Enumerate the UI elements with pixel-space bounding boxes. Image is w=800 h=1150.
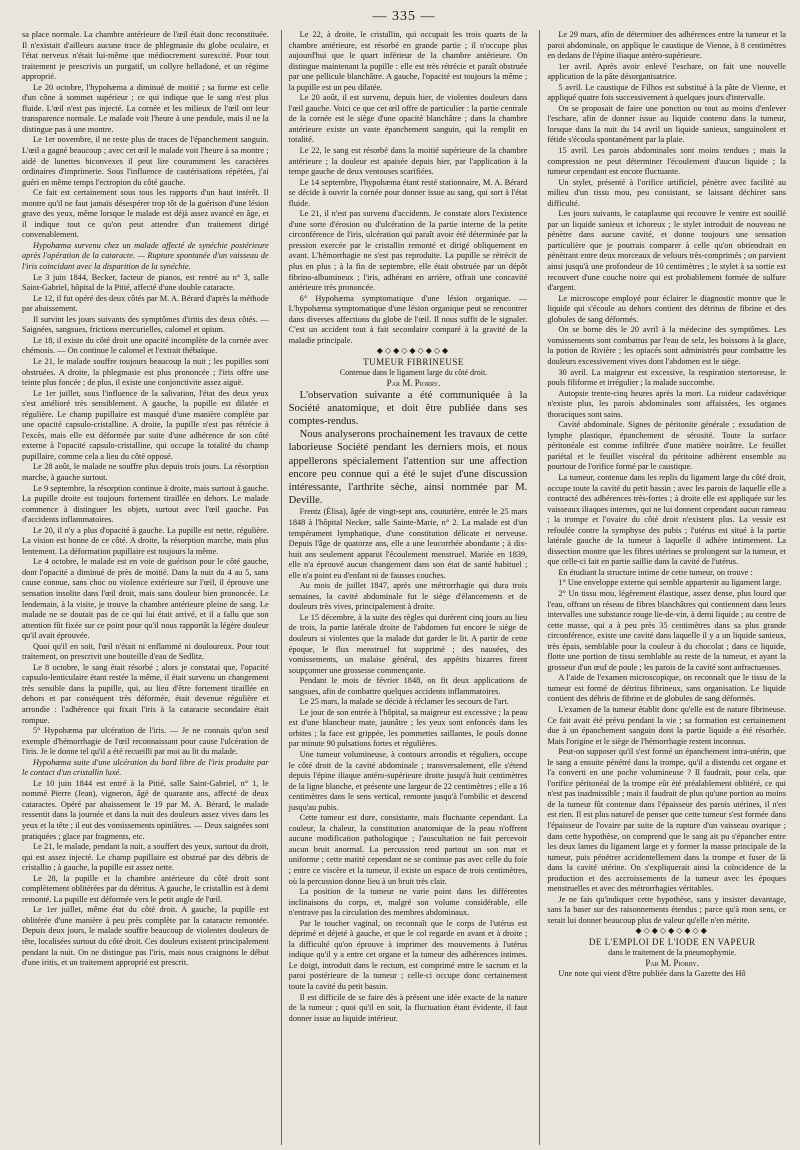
- paragraph: Pendant le mois de février 1848, on fit deux applications de sangsues, afin de combattre quelques accidents inflammatoires.: [288, 676, 528, 696]
- paragraph: Le 21, il n'est pas survenu d'accidents. Je constate alors l'existence d'une sorte d'érosion ou d'ulcération de la partie interne de la petite circonférence de l'iris, ulcération qui paraît avoir été déterminée par la pression exercée par le cristallin remonté et dirigé obliquement en avant. L'hémorrhagie ne s'est pas reproduite. La pupille se rétrécit de plus en plus ; à la fin de septembre, elle était obstruée par un dépôt fibrino-albumineux ; l'iris, adhérant en arrière, offrait une concavité antérieure très prononcée.: [288, 209, 528, 293]
- paragraph: Les jours suivants, le cataplasme qui recouvre le ventre est souillé par un liquide sanieux et ichoreux ; le stylet introduit de nouveau ne pénètre dans aucune cavité, et donne toujours une sensation particulière que je pourrais comparer à celle qu'on obtiendrait en pénétrant entre deux morceaux de velours très-comprimés ; on parvient ainsi jusqu'à une profondeur de 10 centimètres ; le stylet à sa sortie est recouvert d'une couche noire qui est probablement formée de sulfure d'argent.: [547, 209, 786, 293]
- paragraph: Le 25 mars, la malade se décide à réclamer les secours de l'art.: [299, 697, 509, 707]
- paragraph: Ce fait est certainement sous tous les rapports d'un haut intérêt. Il montre qu'il ne faut jamais désespérer trop tôt de la guérison d'une lésion grave des yeux, même lorsque le malade est déjà assez avancé en âge, et il indique tout ce qu'on peut attendre d'un traitement dirigé convenablement.: [22, 188, 269, 240]
- paragraph: Le 21, le malade souffre toujours beaucoup la nuit ; les pupilles sont obstruées. A droite, la phlegmasie est plus prononcée ; l'iris offre une teinte plus foncée ; de plus, il existe une conjonctivite assez aiguë.: [22, 356, 269, 388]
- paragraph: En étudiant la structure intime de cette tumeur, on trouve :: [558, 567, 753, 577]
- paragraph: 30 avril. La maigreur est excessive, la respiration stertoreuse, le pouls filiforme et irrégulier ; la malade succombe.: [547, 367, 786, 388]
- paragraph: La tumeur, contenue dans les replis du ligament large du côté droit, occupe toute la cavité du petit bassin ; avec les parois de laquelle elle a contracté des adhérences très-fortes ; à droite elle est appliquée sur les vaisseaux iliaques internes, qui ne lui donnent cependant aucun rameau ; la trompe et l'ovaire du côté droit n'existent plus. La vessie est refoulée contre la symphyse des pubis ; l'utérus est situé à la partie latérale gauche de la tumeur à laquelle il adhère intimement. La dissection montre que les fibres utérines se prolongent sur la tumeur, et que celle-ci fait en partie saillie dans la cavité de l'utérus.: [547, 472, 786, 567]
- paragraph: Le jour de son entrée à l'hôpital, sa maigreur est excessive ; la peau est d'une blancheur mate, jaunâtre ; les yeux sont enfoncés dans les orbites ; la face est grippée, les pommettes saillantes, le pouls donne par minute 90 pulsations fortes et régulières.: [288, 707, 528, 749]
- section-heading: Hypohæma suite d'une ulcération du bord libre de l'iris produite par le contact d'un cristallin luxé.: [22, 757, 269, 778]
- lead-paragraph: L'observation suivante a été communiquée à la Société anatomique, et doit être publiée dans ses comptes-rendus.: [288, 389, 528, 427]
- paragraph: Le 3 juin 1844, Becker, facteur de pianos, est rentré au n° 3, salle Saint-Gabriel, hôpital de la Pitié, affecté d'une double cataracte.: [22, 272, 269, 293]
- paragraph: Cette tumeur est dure, consistante, mais fluctuante cependant. La couleur, la chaleur, la constitution anatomique de la peau n'offrent aucune modification pathologique ; l'auscultation ne fait percevoir aucun bruit anormal. La percussion rend partout un son mat et uniforme ; cette matité cependant ne se continue pas avec celle du foie ; entre ce viscère et la tumeur, il existe un espace de trois centimètres, où la percussion donne lieu à un bruit très clair.: [288, 813, 528, 886]
- paragraph: sa place normale. La chambre antérieure de l'œil était donc reconstituée. Il n'existait d'ailleurs aucune trace de phlegmasie du globe oculaire, et l'état nerveux n'était lui-même que médiocrement surexcité. Pour tout traitement je prescrivis un purgatif, un collyre belladoné, et un régime approprié.: [22, 30, 269, 82]
- article-author: Par M. Piorry.: [645, 958, 699, 969]
- paragraph: Le 28, la pupille et la chambre antérieure du côté droit sont complètement oblitérées par du détritus. A gauche, le cristallin est à demi remonté. La pupille est déformée vers le petit angle de l'œil.: [22, 873, 269, 904]
- paragraph: Un stylet, présenté à l'orifice artificiel, pénètre avec facilité au milieu d'un tissu mou, peu consistant, se laissant déchirer sans difficulté.: [547, 177, 786, 208]
- article-separator: ◆◇◆◇◆◇◆◇◆: [635, 926, 709, 936]
- paragraph: A l'aide de l'examen microscopique, on reconnaît que le tissu de la tumeur est formé de détritus fibrineux, sans organisation. Le liquide contient des débris de fibrine et de globules de sang déformés.: [547, 673, 786, 704]
- paragraph: 1° Une enveloppe externe qui semble appartenir au ligament large.: [558, 578, 782, 588]
- paragraph: Le 20 octobre, l'hypohæma a diminué de moitié ; sa forme est celle d'un cône à sommet supérieur ; ce qui indique que le sang n'est plus fluide. L'œil n'est pas injecté. La cornée et les milieux de l'œil ont leur transparence normale. Le malade voit l'heure à une pendule, mais il ne la distingue pas à une montre.: [22, 82, 269, 134]
- paragraph: 15 avril. Les parois abdominales sont moins tendues ; mais la compression ne peut déterminer l'écoulement d'aucun liquide ; la tumeur cependant est encore fluctuante.: [547, 146, 786, 177]
- paragraph: L'examen de la tumeur établit donc qu'elle est de nature fibrineuse. Ce fait avait été prévu pendant la vie ; sa formation est certainement due à un épanchement sanguin dont la partie liquide a été résorbée. Mais l'origine et le siège de l'hémorrhagie restent inconnus.: [547, 705, 786, 746]
- paragraph: Le 18, il existe du côté droit une opacité incomplète de la cornée avec chémosis. — On continue le calomel et l'extrait thébaïque.: [22, 335, 269, 356]
- paragraph: Le 1er juillet, sous l'influence de la salivation, l'état des deux yeux s'est amélioré très sensiblement. A gauche, la pupille est dilatée et régulière. Le champ pupillaire est masqué d'une manière complète par une opacité capsulo-cristalline. A droite, la pupille n'est pas rétrécie à l'excès, mais elle est déformée par suite d'une adhérence de son côté externe à l'opacité capsulo-cristalline, qui occupe la totalité du champ pupillaire, comme cela a lieu du côté opposé.: [22, 388, 269, 461]
- paragraph: Au mois de juillet 1847, après une métrorrhagie qui dura trois semaines, la cavité abdominale fut le siège d'élancements et de douleurs très vives, principalement à droite.: [288, 581, 528, 612]
- paragraph: Le 20, il n'y a plus d'opacité à gauche. La pupille est nette, régulière. La vision est bonne de ce côté. A droite, la résorption marche, mais plus lentement. La déformation pupillaire est toujours la même.: [22, 525, 269, 556]
- section-heading: Hypohæma survenu chez un malade affecté de synéchie postérieure après l'opération de la cataracte. — Rupture spontanée d'un vaisseau de l'iris coïncidant avec la disparition de la synéchie.: [22, 240, 269, 272]
- columns-container: [22, 30, 786, 1145]
- paragraph: Cavité abdominale. Signes de péritonite générale ; exsudation de lymphe plastique, épanchement de sérosité. Toute la surface péritonéale est comme infiltrée d'une matière noirâtre. Le feuillet pariétal et le feuillet viscéral du péritoine adhèrent ensemble au pourtour de l'orifice formé par le caustique.: [547, 420, 786, 472]
- article-title: TUMEUR FIBRINEUSE: [363, 356, 464, 367]
- paragraph: 5° Hypohæma par ulcération de l'iris. — Je ne connais qu'un seul exemple d'hémorrhagie de l'œil reconnaissant pour cause l'ulcération de l'iris. Je le donne tel qu'il a été recueilli par moi au lit du malade.: [22, 726, 269, 757]
- page-number: — 335 —: [372, 9, 436, 24]
- paragraph: Le 12, il fut opéré des deux côtés par M. A. Bérard d'après la méthode par abaissement.: [22, 293, 269, 314]
- column-middle: [281, 30, 528, 1145]
- article-separator: ◆◇◆◇◆◇◆◇◆: [376, 346, 451, 356]
- paragraph: 1er avril. Après avoir enlevé l'eschare, on fait une nouvelle application de la pâte désorganisatrice.: [547, 61, 786, 82]
- lead-paragraph: Nous analyserons prochainement les travaux de cette laborieuse Société pendant les derniers mois, et nous appellerons spécialement l'attention sur une affection encore peu connue qui a été le sujet d'une discussion intéressante, l'arthrite sèche, ainsi nommée par M. Deville.: [288, 429, 528, 507]
- paragraph: Le 1er novembre, il ne reste plus de traces de l'épanchement sanguin. L'œil a gagné beaucoup ; avec cet œil le malade voit l'heure à sa montre ; aidé de lunettes biconvexes il peut lire couramment les caractères ordinaires d'imprimerie. Sous l'influence de cautérisations répétées, j'ai guéri en même temps l'ectropion du côté gauche.: [22, 135, 269, 187]
- paragraph: Le 9 septembre, la résorption continue à droite, mais surtout à gauche. La pupille droite est toujours fortement tiraillée en dehors. Le malade commence à distinguer les objets, surtout avec l'œil gauche. Pas d'accidents inflammatoires.: [22, 483, 269, 525]
- article-subtitle: Contenue dans le ligament large du côté droit.: [339, 367, 488, 377]
- paragraph: Le 29 mars, afin de déterminer des adhérences entre la tumeur et la paroi abdominale, on applique le caustique de Vienne, à 8 centimètres en dedans de l'épine iliaque antéro-supérieure.: [547, 30, 786, 61]
- paragraph: Autopsie trente-cinq heures après la mort. La roideur cadavérique n'existe plus, les parois abdominales sont affaissées, les organes thoraciques sont sains.: [547, 388, 786, 419]
- article-author: Par M. Piorry.: [386, 378, 441, 389]
- paragraph: Il survint les jours suivants des symptômes d'iritis des deux côtés. — Saignées, sangsues, frictions mercurielles, calomel et opium.: [22, 314, 269, 335]
- paragraph: On se borne dès le 20 avril à la médecine des symptômes. Les vomissements sont combattus par l'eau de selz, les boissons à la glace, la potion de Rivière ; les opiacés sont administrés pour combattre les douleurs excessivement vives dont l'abdomen est le siège.: [547, 325, 786, 366]
- paragraph: Une note qui vient d'être publiée dans la Gazette des Hô: [558, 968, 746, 978]
- paragraph: Par le toucher vaginal, on reconnaît que le corps de l'utérus est déprimé et déjeté à gauche, et que le col regarde en avant et à droite ; la difficulté qu'on éprouve à imprimer des mouvements à l'utérus indique qu'il y a entre cet organe et la tumeur des adhérences intimes. Le doigt, introduit dans le rectum, est comprimé entre le sacrum et la paroi postérieure de la tumeur ; celle-ci occupe donc certainement toute la cavité du petit bassin.: [288, 918, 528, 992]
- paragraph: Le 8 octobre, le sang était résorbé ; alors je constatai que, l'opacité capsulo-lenticulaire étant restée la même, il était survenu un changement très sensible dans la pupille, qui, au lieu d'être fortement tiraillée en dehors et par conséquent très déformée, était devenue régulière et arrondie : l'adhérence qui fixait l'iris à la cataracte secondaire était rompue.: [22, 662, 269, 725]
- paragraph: Le 22, à droite, le cristallin, qui occupait les trois quarts de la chambre antérieure, est résorbé en grande partie ; il n'occupe plus aujourd'hui que le quart inférieur de la chambre antérieure. On distingue maintenant la pupille : elle est très rétrécie et paraît obstruée par une pellicule blanchâtre. A gauche, l'opacité est toujours la même ; la pupille est un peu dilatée.: [288, 30, 528, 92]
- paragraph: Le 21, le malade, pendant la nuit, a souffert des yeux, surtout du droit, qui est assez injecté. Le champ pupillaire est obstrué par des débris de cristallin ; à gauche, la pupille est assez nette.: [22, 842, 269, 873]
- paragraph: Une tumeur volumineuse, à contours arrondis et réguliers, occupe le côté droit de la cavité abdominale ; transversalement, elle s'étend depuis l'épine iliaque antéro-supérieure droite jusqu'à huit centimètres de la ligne blanche, et présente une largeur de 22 centimètres ; elle a 16 centimètres dans le sens vertical, remonte jusqu'à l'ombilic et descend jusqu'au pubis.: [288, 750, 528, 812]
- paragraph: Le 14 septembre, l'hypohæma étant resté stationnaire, M. A. Bérard se décide à ouvrir la cornée pour donner issue au sang, qui sort à l'état fluide.: [288, 177, 528, 208]
- paragraph: Le 1er juillet, même état du côté droit. A gauche, la pupille est oblitérée d'une manière à peu près complète par la cataracte remontée. Depuis deux jours, le malade souffre beaucoup de violentes douleurs de tête, localisées surtout du côté droit. Ces douleurs existent principalement pendant la nuit. On ne distingue pas l'iris, mais nous craignons le début d'une iritis, et un traitement approprié est prescrit.: [22, 905, 269, 968]
- paragraph: Le 22, le sang est résorbé dans la moitié supérieure de la chambre antérieure ; la douleur est apaisée depuis hier, par l'application à la tempe gauche de deux ventouses scarifiées.: [288, 146, 528, 177]
- paragraph: Il est difficile de se faire dès à présent une idée exacte de la nature de la tumeur ; quoi qu'il en soit, la fluctuation étant évidente, il faut donner issue au liquide intérieur.: [288, 992, 528, 1023]
- paragraph: Le 10 juin 1844 est entré à la Pitié, salle Saint-Gabriel, n° 1, le nommé Pierre (Jean), vigneron, âgé de quarante ans, affecté de deux cataractes. Opéré par abaissement le 19 par M. A. Bérard, le malade ressentit dans la journée et dans la nuit des douleurs assez vives dans les yeux et la tête ; il eut des vomissements opiniâtres. — Deux saignées sont pratiquées ; glace par fragments, etc.: [22, 778, 269, 841]
- paragraph: Le 28 août, le malade ne souffre plus depuis trois jours. La résorption marche, à gauche surtout.: [22, 462, 269, 482]
- paragraph: Je ne fais qu'indiquer cette hypothèse, sans y insister davantage, sans la baser sur des raisonnements étendus ; parce qu'à mon sens, ce serait lui donner beaucoup plus de valeur qu'elle n'en mérite.: [547, 894, 786, 925]
- paragraph: Frentz (Élisa), âgée de vingt-sept ans, couturière, entrée le 25 mars 1848 à l'hôpital Necker, salle Sainte-Marie, n° 2. La malade est d'un tempérament lymphatique, d'une constitution délicate et nerveuse. Depuis l'âge de quatorze ans, elle a une leucorrhée abondante ; à dix-huit ans seulement apparut l'écoulement menstruel. Mariée en 1839, elle n'a éprouvé aucun changement dans son état de santé habituel ; elle n'a point eu d'enfant ni de fausses couches.: [288, 507, 528, 580]
- paragraph: 5 avril. Le caustique de Filhos est substitué à la pâte de Vienne, et appliqué quatre fois successivement à quelques jours d'intervalle.: [547, 82, 786, 103]
- paragraph: Le 4 octobre, le malade est en voie de guérison pour le côté gauche, dont l'opacité a diminué de près de moitié. Dans la nuit du 4 au 5, sans cause connue, sans choc ou violence extérieure sur l'œil, il éprouve une sensation insolite dans l'œil droit, mais sans douleur bien prononcée. Le lendemain, à la visite, je trouve la chambre antérieure pleine de sang. Le malade ne se doutait pas de ce qui lui était arrivé, et il a fallu que son attention fût fixée sur ce point pour qu'il nous rapportât la légère douleur qu'il avait éprouvée.: [22, 557, 269, 641]
- paragraph: 2° Un tissu mou, légèrement élastique, assez dense, plus lourd que l'eau, offrant un réseau de fibres blanchâtres qui contiennent dans leurs intervalles une substance rouge lie-de-vin, à demi liquide ; au centre de cette masse, qui a à peu près 35 centimètres dans sa plus grande circonférence, existe une cavité dans laquelle il y a un liquide sanieux, très épais, semblable pour la couleur à du chocolat ; dans ce liquide, flotte une portion de tissu semblable au reste de la tumeur, et ayant la grosseur d'un œuf de poule ; les parois de la cavité sont anfractueuses.: [547, 588, 786, 672]
- paragraph: 6° Hypohæma symptomatique d'une lésion organique. — L'hypohæma symptomatique d'une lésion organique peut se rencontrer dans diverses affections du globe de l'œil. Il nous suffit de le signaler. C'est un accident tout à fait secondaire comparé à la gravité de la maladie principale.: [288, 293, 528, 345]
- paragraph: Le microscope employé pour éclairer le diagnostic montre que le liquide qui s'écoule au dehors contient des détritus de fibrine et des globules de sang déformés.: [547, 293, 786, 324]
- column-right: [539, 30, 786, 1145]
- paragraph: Quoi qu'il en soit, l'œil n'était ni enflammé ni douloureux. Pour tout traitement, on prescrivit une bouteille d'eau de Sedlitz.: [22, 641, 269, 662]
- paragraph: Le 15 décembre, à la suite des règles qui durèrent cinq jours au lieu de trois, la partie latérale droite de l'abdomen fut encore le siège de douleurs si violentes que la malade dut garder le lit. A partir de cette époque, le flux menstruel fut supprimé ; des nausées, des vomissements, un malaise général, des appétits bizarres firent soupçonner une grossesse commençante.: [288, 612, 528, 675]
- article-title: DE L'EMPLOI DE L'IODE EN VAPEUR: [588, 937, 756, 948]
- paragraph: On se proposait de faire une ponction ou tout au moins d'enlever l'eschare, afin de donner issue au liquide contenu dans la tumeur, lorsque dans la nuit du 14 avril un liquide sanieux, sanguinolent et fétide s'écoula spontanément par la plaie.: [547, 103, 786, 145]
- column-left: [22, 30, 269, 1145]
- article-subtitle: dans le traitement de la pneumophymie.: [608, 947, 737, 957]
- paragraph: Le 20 août, il est survenu, depuis hier, de violentes douleurs dans l'œil gauche. Voici ce que cet œil offre de particulier : la partie centrale de la cornée est le siège d'une opacité blanchâtre ; dans la chambre antérieure existe un vaste épanchement sanguin, qui la remplit en totalité.: [288, 93, 528, 145]
- paragraph: Peut-on supposer qu'il s'est formé un épanchement intra-utérin, que le sang a ensuite pénétré dans la trompe, qu'il a distendu cet organe et l'a converti en une poche volumineuse ? Il faudrait, pour cela, que l'orifice péritonéal de la trompe eût été préalablement oblitéré, ce qui n'est pas inadmissible ; mais il faudrait de plus qu'une portion au moins de la tumeur fût contenue dans l'épaisseur des parois utérines, il n'en est rien. Il est plus naturel de penser que cette tumeur s'est formée dans l'épaisseur de l'ovaire par suite de la rupture d'un vaisseau ovarique ; dans cette hypothèse, on comprend que le sang ait pu s'épancher entre les deux lames du ligament large et y former la masse principale de la tumeur, puis pénétrer accidentellement dans la trompe et fuser de là dans la cavité utérine. On s'expliquerait ainsi la coïncidence de la production et des accroissements de la tumeur avec les époques menstruelles et avec des métrorrhagies véritables.: [547, 747, 786, 894]
- paragraph: La position de la tumeur ne varie point dans les différentes inclinaisons du corps, et, malgré son volume considérable, elle n'entrave pas la circulation des membres abdominaux.: [288, 887, 528, 918]
